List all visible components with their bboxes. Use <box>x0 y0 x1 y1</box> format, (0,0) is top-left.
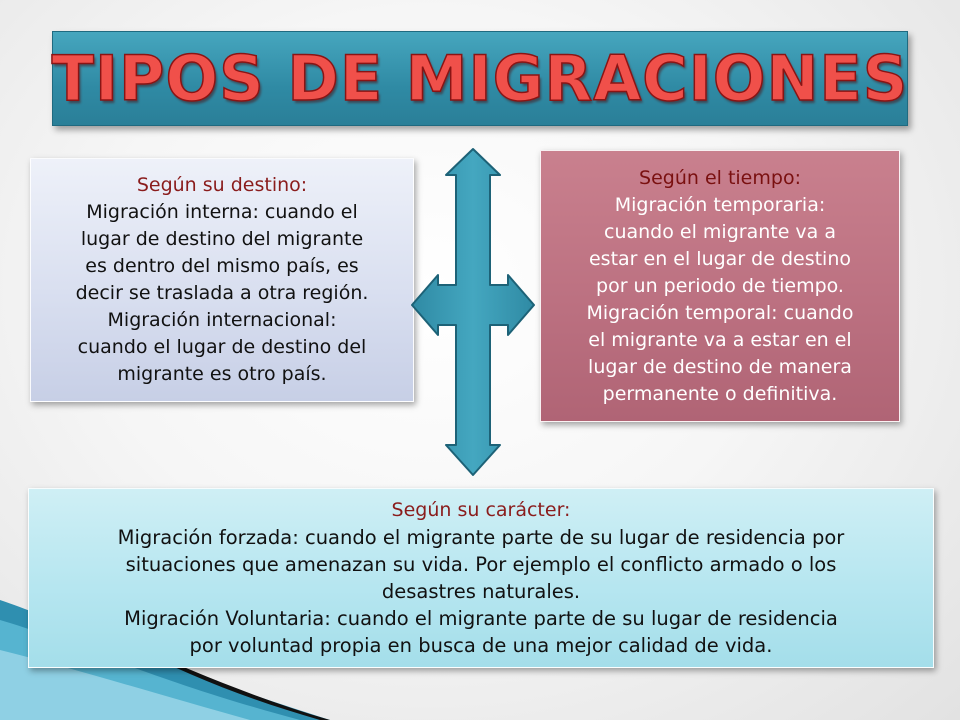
text-line: permanente o definitiva. <box>602 382 838 405</box>
text-line: desastres naturales. <box>381 580 581 603</box>
text-line: Migración temporal: cuando <box>586 301 854 324</box>
text-line: estar en el lugar de destino <box>588 247 852 270</box>
text-line: Migración internacional: <box>107 309 337 331</box>
text-line: lugar de destino del migrante <box>80 228 364 250</box>
card-body-caracter <box>39 524 923 659</box>
text-line: Migración forzada: cuando el migrante parte de su lugar de residencia por <box>117 526 845 549</box>
card-segun-tiempo <box>540 150 900 422</box>
card-heading-destino: Según su destino: <box>136 174 308 196</box>
card-segun-caracter <box>28 488 934 668</box>
text-line: cuando el lugar de destino del <box>77 336 367 358</box>
card-heading-caracter: Según su carácter: <box>391 499 571 521</box>
page-title: TIPOS DE MIGRACIONES <box>51 42 909 115</box>
text-line: Migración temporaria: <box>614 193 826 216</box>
text-line: por un periodo de tiempo. <box>596 274 844 297</box>
card-segun-destino <box>30 158 414 402</box>
text-line: cuando el migrante va a <box>604 220 836 243</box>
card-body-destino <box>39 199 405 388</box>
text-line: Migración interna: cuando el <box>86 201 358 223</box>
card-heading-tiempo: Según el tiempo: <box>639 166 801 189</box>
text-line: decir se traslada a otra región. <box>75 282 369 304</box>
text-line: por voluntad propia en busca de una mejor calidad de vida. <box>189 634 773 657</box>
text-line: es dentro del mismo país, es <box>85 255 359 277</box>
text-line: migrante es otro país. <box>117 363 327 385</box>
text-line: el migrante va a estar en el <box>588 328 852 351</box>
text-line: situaciones que amenazan su vida. Por ejemplo el conflicto armado o los <box>125 553 837 576</box>
text-line: Migración Voluntaria: cuando el migrante parte de su lugar de residencia <box>124 607 838 630</box>
title-banner <box>52 31 908 126</box>
four-way-arrow <box>408 145 538 480</box>
text-line: lugar de destino de manera <box>588 355 852 378</box>
card-body-tiempo <box>549 192 891 408</box>
